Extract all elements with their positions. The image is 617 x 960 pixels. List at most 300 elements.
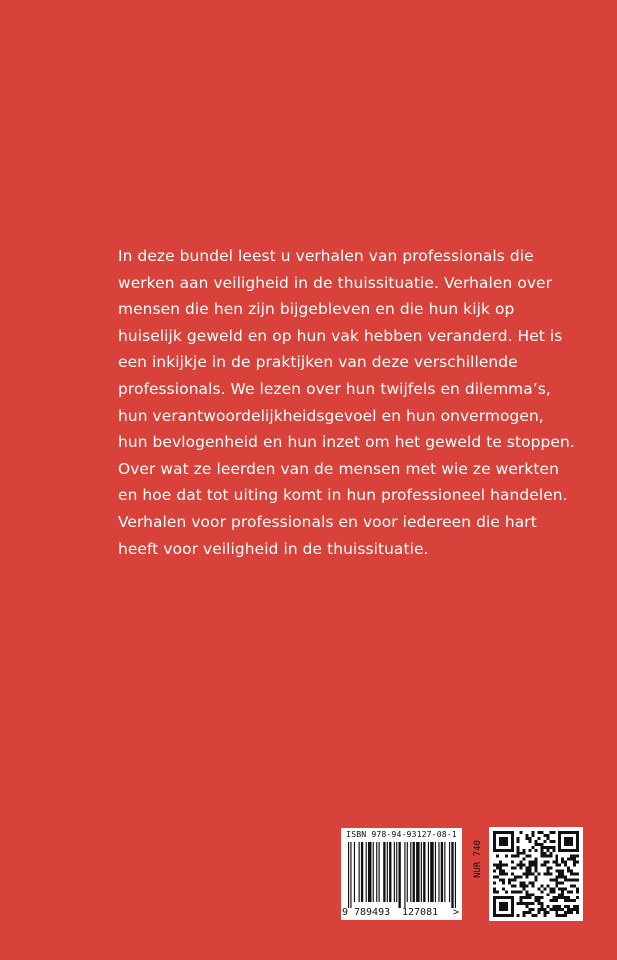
qr-module [532, 881, 535, 884]
qr-module [499, 870, 502, 873]
qr-module [576, 911, 579, 914]
qr-module [555, 908, 558, 911]
barcode-bar [428, 842, 429, 902]
qr-module [537, 887, 540, 890]
qr-module [499, 914, 502, 917]
qr-module [535, 840, 538, 843]
qr-module [570, 855, 573, 858]
qr-module [561, 870, 564, 873]
qr-module [526, 870, 529, 873]
qr-module [511, 878, 514, 881]
qr-module [529, 896, 532, 899]
barcode-bar [359, 842, 360, 902]
qr-module [567, 837, 570, 840]
qr-module [552, 899, 555, 902]
qr-module [514, 867, 517, 870]
qr-module [546, 834, 549, 837]
qr-module [570, 858, 573, 861]
barcode-bar [373, 842, 374, 902]
qr-module [552, 861, 555, 864]
qr-module [505, 905, 508, 908]
qr-module [561, 831, 564, 834]
qr-module [526, 834, 529, 837]
qr-module [505, 864, 508, 867]
qr-module [561, 893, 564, 896]
qr-module [567, 905, 570, 908]
qr-module [558, 914, 561, 917]
qr-module [564, 837, 567, 840]
qr-module [496, 855, 499, 858]
qr-module [537, 899, 540, 902]
qr-module [529, 873, 532, 876]
qr-module [549, 908, 552, 911]
qr-module [526, 905, 529, 908]
qr-module [567, 840, 570, 843]
qr-module [561, 849, 564, 852]
qr-module [520, 902, 523, 905]
qr-module [493, 870, 496, 873]
qr-module [561, 861, 564, 864]
qr-module [526, 911, 529, 914]
qr-module [514, 875, 517, 878]
qr-module [555, 881, 558, 884]
qr-module [552, 896, 555, 899]
qr-module [499, 896, 502, 899]
qr-module [505, 873, 508, 876]
qr-module [558, 870, 561, 873]
barcode-bar [441, 842, 443, 902]
qr-module [499, 837, 502, 840]
qr-module [561, 914, 564, 917]
qr-module [532, 834, 535, 837]
qr-module [558, 840, 561, 843]
qr-module [567, 831, 570, 834]
qr-module [493, 899, 496, 902]
isbn-label: ISBN 978-94-93127-08-1 [346, 829, 457, 839]
qr-module [493, 908, 496, 911]
qr-module [526, 902, 529, 905]
qr-module [576, 834, 579, 837]
qr-module [552, 840, 555, 843]
qr-module [511, 831, 514, 834]
qr-module [546, 855, 549, 858]
qr-module [543, 887, 546, 890]
qr-module [558, 849, 561, 852]
qr-module [505, 849, 508, 852]
qr-module [529, 893, 532, 896]
qr-module [543, 852, 546, 855]
blurb-line: Verhalen voor professionals en voor iedereen die hart [118, 512, 537, 531]
qr-module [511, 908, 514, 911]
qr-module [546, 861, 549, 864]
qr-module [499, 864, 502, 867]
qr-module [520, 875, 523, 878]
qr-module [493, 846, 496, 849]
qr-module [517, 846, 520, 849]
qr-module [523, 849, 526, 852]
qr-module [558, 837, 561, 840]
qr-module [555, 864, 558, 867]
qr-module [537, 837, 540, 840]
qr-module [508, 881, 511, 884]
qr-module [543, 911, 546, 914]
qr-module [502, 837, 505, 840]
qr-module [555, 896, 558, 899]
qr-module [493, 849, 496, 852]
qr-module [564, 878, 567, 881]
qr-module [505, 896, 508, 899]
qr-module [499, 873, 502, 876]
qr-module [523, 873, 526, 876]
qr-module [549, 867, 552, 870]
qr-module [546, 893, 549, 896]
qr-module [502, 870, 505, 873]
barcode-bar [368, 842, 372, 902]
qr-module [555, 884, 558, 887]
qr-module [543, 855, 546, 858]
qr-module [529, 849, 532, 852]
qr-module [537, 902, 540, 905]
qr-module [564, 905, 567, 908]
qr-module [573, 831, 576, 834]
qr-module [535, 861, 538, 864]
barcode-bar [451, 842, 453, 908]
qr-module [573, 908, 576, 911]
ean-left-group: 789493 [354, 907, 391, 918]
qr-module [511, 843, 514, 846]
qr-module [520, 852, 523, 855]
qr-module [520, 864, 523, 867]
qr-module [505, 914, 508, 917]
qr-module [502, 896, 505, 899]
qr-module [529, 881, 532, 884]
qr-module [535, 843, 538, 846]
qr-module [496, 864, 499, 867]
barcode-bar [413, 842, 415, 902]
barcode-bar [444, 842, 445, 902]
qr-module [576, 849, 579, 852]
qr-module [499, 831, 502, 834]
qr-module [502, 914, 505, 917]
qr-module [502, 831, 505, 834]
qr-module [532, 893, 535, 896]
qr-module [576, 840, 579, 843]
qr-module [517, 902, 520, 905]
qr-module [564, 864, 567, 867]
qr-module [535, 899, 538, 902]
qr-module [502, 881, 505, 884]
qr-module [561, 881, 564, 884]
qr-module [567, 878, 570, 881]
qr-module [543, 873, 546, 876]
qr-module [561, 896, 564, 899]
blurb-line: heeft voor veiligheid in de thuissituatie. [118, 539, 429, 558]
qr-module [511, 902, 514, 905]
barcode-bar [354, 842, 355, 902]
qr-module [564, 887, 567, 890]
qr-module [532, 846, 535, 849]
qr-module [529, 902, 532, 905]
qr-module [496, 875, 499, 878]
qr-module [511, 834, 514, 837]
qr-module [493, 890, 496, 893]
qr-module [576, 837, 579, 840]
barcode-bar [376, 842, 377, 902]
qr-module [570, 899, 573, 902]
qr-module [502, 887, 505, 890]
qr-module [523, 911, 526, 914]
qr-module [493, 896, 496, 899]
qr-module [576, 878, 579, 881]
qr-module [526, 890, 529, 893]
qr-module [555, 870, 558, 873]
barcode-bar [398, 842, 400, 908]
qr-module [570, 849, 573, 852]
qr-module [573, 855, 576, 858]
qr-module [570, 840, 573, 843]
qr-module [526, 893, 529, 896]
qr-module [502, 878, 505, 881]
qr-module [558, 831, 561, 834]
barcode-bar [383, 842, 385, 902]
qr-module [535, 870, 538, 873]
qr-module [532, 908, 535, 911]
qr-module [558, 896, 561, 899]
qr-module [567, 867, 570, 870]
qr-module [540, 884, 543, 887]
barcode-bar [350, 842, 351, 908]
qr-module [508, 831, 511, 834]
qr-module [526, 837, 529, 840]
qr-module [511, 911, 514, 914]
qr-module [535, 878, 538, 881]
qr-module [540, 843, 543, 846]
qr-module [552, 908, 555, 911]
qr-module [502, 849, 505, 852]
blurb-line: hun bevlogenheid en hun inzet om het geweld te stoppen. [118, 433, 575, 452]
qr-module [526, 867, 529, 870]
blurb-line: mensen die hen zijn bijgebleven en die hun kijk op [118, 300, 515, 319]
qr-module [517, 890, 520, 893]
qr-module [511, 896, 514, 899]
barcode-bar [421, 842, 422, 902]
qr-module [552, 846, 555, 849]
qr-module [526, 896, 529, 899]
qr-module [511, 905, 514, 908]
qr-module [561, 887, 564, 890]
qr-module [564, 843, 567, 846]
qr-module [549, 840, 552, 843]
qr-module [499, 867, 502, 870]
qr-module [532, 873, 535, 876]
qr-module [511, 890, 514, 893]
qr-module [549, 855, 552, 858]
qr-module [529, 864, 532, 867]
qr-module [576, 861, 579, 864]
qr-module [552, 849, 555, 852]
qr-module [511, 846, 514, 849]
qr-module [561, 858, 564, 861]
ean-right-group: 127081 [402, 907, 439, 918]
qr-module [499, 902, 502, 905]
qr-module [570, 837, 573, 840]
barcode-bar [348, 842, 349, 908]
qr-module [540, 896, 543, 899]
barcode-bar [366, 842, 367, 902]
qr-module [564, 849, 567, 852]
qr-module [540, 864, 543, 867]
qr-module [529, 911, 532, 914]
qr-module [549, 873, 552, 876]
blurb-line: In deze bundel leest u verhalen van professionals die [118, 247, 534, 265]
qr-module [529, 837, 532, 840]
qr-module [493, 911, 496, 914]
qr-module [535, 864, 538, 867]
qr-module [520, 890, 523, 893]
qr-module [543, 914, 546, 917]
qr-module [502, 864, 505, 867]
qr-module [555, 855, 558, 858]
qr-module [493, 837, 496, 840]
barcode-bar [455, 842, 456, 908]
qr-module [493, 905, 496, 908]
qr-module [511, 899, 514, 902]
qr-module [573, 884, 576, 887]
qr-module [532, 914, 535, 917]
qr-module [517, 849, 520, 852]
qr-module [567, 911, 570, 914]
qr-module [535, 914, 538, 917]
ean-digits [341, 906, 462, 920]
qr-module [564, 861, 567, 864]
qr-module [567, 849, 570, 852]
qr-module [567, 908, 570, 911]
nur-code: NUR 740 [473, 840, 483, 878]
qr-module [576, 908, 579, 911]
qr-module [552, 887, 555, 890]
qr-module [570, 911, 573, 914]
qr-module [505, 831, 508, 834]
barcode-bar [410, 842, 411, 902]
qr-module [517, 852, 520, 855]
qr-module [555, 861, 558, 864]
qr-module [523, 902, 526, 905]
qr-module [511, 884, 514, 887]
qr-module [511, 873, 514, 876]
qr-module [535, 867, 538, 870]
qr-module [493, 834, 496, 837]
qr-module [493, 875, 496, 878]
qr-module [499, 840, 502, 843]
qr-module [558, 875, 561, 878]
qr-module [517, 875, 520, 878]
qr-module [573, 858, 576, 861]
qr-module [499, 861, 502, 864]
qr-module [505, 908, 508, 911]
qr-module [540, 908, 543, 911]
qr-module [546, 911, 549, 914]
qr-module [523, 914, 526, 917]
qr-module [561, 908, 564, 911]
qr-module [511, 855, 514, 858]
qr-module [529, 908, 532, 911]
qr-module [505, 837, 508, 840]
barcode-bar [438, 842, 439, 902]
qr-module [499, 843, 502, 846]
barcode-bar [396, 842, 397, 902]
qr-module [502, 873, 505, 876]
qr-module [576, 855, 579, 858]
qr-module [570, 843, 573, 846]
qr-module [502, 843, 505, 846]
qr-module [520, 831, 523, 834]
qr-code [489, 827, 583, 921]
blurb-line: werken aan veiligheid in de thuissituatie. Verhalen over [118, 273, 553, 292]
qr-module [529, 870, 532, 873]
qr-module [493, 864, 496, 867]
qr-module [499, 908, 502, 911]
qr-module [558, 908, 561, 911]
qr-module [555, 858, 558, 861]
qr-module [567, 870, 570, 873]
qr-module [573, 861, 576, 864]
qr-module [520, 881, 523, 884]
qr-module [532, 864, 535, 867]
qr-module [523, 852, 526, 855]
qr-module [576, 887, 579, 890]
qr-module [555, 875, 558, 878]
qr-module [535, 896, 538, 899]
qr-module [532, 831, 535, 834]
qr-module [555, 914, 558, 917]
qr-module [540, 890, 543, 893]
qr-module [543, 846, 546, 849]
qr-module [508, 896, 511, 899]
qr-module [505, 855, 508, 858]
qr-module [576, 873, 579, 876]
qr-module [540, 852, 543, 855]
qr-module [493, 914, 496, 917]
qr-module [505, 840, 508, 843]
ean-first-digit: 9 [342, 907, 349, 918]
qr-module [564, 899, 567, 902]
qr-module [526, 884, 529, 887]
barcode-bar [430, 842, 434, 902]
qr-module [540, 849, 543, 852]
qr-module [535, 858, 538, 861]
qr-module [564, 875, 567, 878]
qr-module [540, 855, 543, 858]
qr-module [526, 873, 529, 876]
qr-module [511, 840, 514, 843]
ean-quiet-mark: > [453, 907, 460, 918]
barcode-bar [404, 842, 405, 908]
qr-module [558, 873, 561, 876]
qr-module [558, 864, 561, 867]
qr-module [540, 905, 543, 908]
qr-module [543, 908, 546, 911]
qr-module [529, 867, 532, 870]
qr-module [567, 843, 570, 846]
qr-module [520, 861, 523, 864]
qr-module [517, 914, 520, 917]
qr-module [576, 831, 579, 834]
qr-module [558, 887, 561, 890]
qr-module [567, 899, 570, 902]
qr-module [517, 855, 520, 858]
qr-module [496, 849, 499, 852]
qr-module [520, 896, 523, 899]
